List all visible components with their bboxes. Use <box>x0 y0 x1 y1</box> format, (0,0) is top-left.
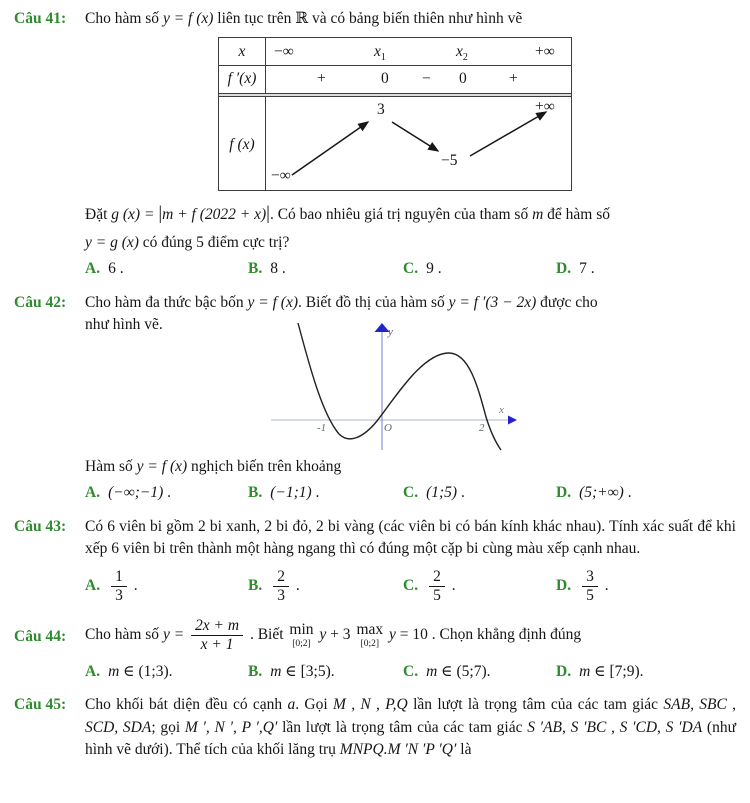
origin-label: O <box>384 421 392 434</box>
table-var-label: x <box>238 43 246 61</box>
x-axis-arrow-icon <box>508 415 517 424</box>
answer-option-a <box>85 661 248 683</box>
increase-arrow-2 <box>470 112 546 156</box>
answer-value-a: m ∈ (1;3). <box>108 663 173 681</box>
answer-value-a: (−∞;−1) . <box>108 484 172 502</box>
answer-letter-c: C. <box>403 484 419 502</box>
table-derivative-label: f ′(x) <box>227 70 257 88</box>
trend-arrows <box>219 38 571 190</box>
table-sign-plus-1: + <box>317 70 326 88</box>
answer-option-b <box>248 258 403 280</box>
answer-option-b <box>248 567 403 606</box>
answer-option-b <box>248 482 403 504</box>
question-44-label: Câu 44: <box>14 628 67 646</box>
increase-arrow-1 <box>292 122 368 175</box>
answer-letter-a: A. <box>85 484 101 502</box>
answer-letter-d: D. <box>556 484 572 502</box>
question-45-label: Câu 45: <box>14 696 67 714</box>
answer-option-a <box>85 567 248 606</box>
question-43-statement: Có 6 viên bi gồm 2 bi xanh, 2 bi đỏ, 2 bi vàng (các viên bi có bán kính khác nhau). Tính xác suất để khi xếp 6 viên bi trên thành một hàng ngang thì có đúng một cặp bi cùng màu xếp cạnh nhau. <box>85 517 736 558</box>
answer-letter-c: C. <box>403 663 419 681</box>
tick-label-neg1: -1 <box>317 421 327 434</box>
answer-option-d <box>556 482 736 504</box>
question-43-body <box>85 516 736 606</box>
decrease-arrow <box>392 122 438 151</box>
question-42-statement: Hàm số y = f (x) nghịch biến trên khoảng <box>85 457 342 475</box>
answer-option-c <box>403 258 556 280</box>
table-function-label: f (x) <box>229 136 255 154</box>
answer-value-c: 9 . <box>426 260 442 278</box>
derivative-graph <box>265 317 525 452</box>
answer-option-d <box>556 567 736 606</box>
answer-value-c: m ∈ (5;7). <box>426 663 491 681</box>
answer-value-a: $\frac{1}{3}$ . <box>108 567 138 606</box>
question-41-intro: Cho hàm số y = f (x) liên tục trên ℝ và có bảng biến thiên như hình vẽ <box>85 10 523 27</box>
table-x2: $x_2$ <box>456 43 468 64</box>
answer-letter-b: B. <box>248 576 263 594</box>
question-41-label: Câu 41: <box>14 10 67 27</box>
answer-letter-d: D. <box>556 663 572 681</box>
answer-value-b: m ∈ [3;5). <box>270 663 335 681</box>
question-42-intro: Cho hàm đa thức bậc bốn y = f (x). Biết đồ thị của hàm số y = f ′(3 − 2x) được cho <box>85 293 598 311</box>
answer-option-d <box>556 661 736 683</box>
question-42-label: Câu 42: <box>14 293 67 311</box>
answer-value-b: (−1;1) . <box>270 484 320 502</box>
derivative-curve <box>298 323 501 450</box>
question-41-statement-1: Đặt g (x) = |m + f (2022 + x)|. Có bao nhiêu giá trị nguyên của tham số m để hàm số <box>85 203 611 225</box>
question-44-body <box>85 616 736 683</box>
question-42-body <box>85 292 736 505</box>
answer-option-d <box>556 258 736 280</box>
question-44-answers <box>85 661 736 683</box>
table-x1: $x_1$ <box>374 43 386 64</box>
answer-letter-c: C. <box>403 576 419 594</box>
answer-letter-b: B. <box>248 260 263 278</box>
answer-letter-c: C. <box>403 260 419 278</box>
table-sign-zero-1: 0 <box>381 70 389 88</box>
question-44 <box>0 616 750 683</box>
answer-letter-a: A. <box>85 576 101 594</box>
answer-value-d: 7 . <box>579 260 595 278</box>
answer-option-c <box>403 482 556 504</box>
table-f-pos-infinity: +∞ <box>535 98 555 116</box>
question-41 <box>0 8 750 281</box>
question-43-answers <box>85 567 736 606</box>
answer-letter-a: A. <box>85 260 101 278</box>
question-42-intro-2: như hình vẽ. <box>85 316 163 334</box>
answer-letter-b: B. <box>248 663 263 681</box>
table-sign-minus: − <box>422 70 431 88</box>
answer-value-b: 8 . <box>270 260 286 278</box>
table-x-pos-infinity: +∞ <box>535 43 555 61</box>
x-axis-label: x <box>499 403 504 416</box>
table-sign-plus-2: + <box>509 70 518 88</box>
answer-value-b: $\frac{2}{3}$ . <box>270 567 300 606</box>
answer-letter-b: B. <box>248 484 263 502</box>
y-axis-label: y <box>388 325 393 338</box>
answer-option-a <box>85 482 248 504</box>
tick-label-2: 2 <box>479 421 485 434</box>
variation-table <box>218 37 572 191</box>
question-45-statement: Cho khối bát diện đều có cạnh a. Gọi M , N , P,Q lần lượt là trọng tâm của các tam giác SAB, SBC , SCD, SDA; gọi M ′, N ′, P ′,Q′ lần lượt là trọng tâm của các tam giác S ′AB, S ′BC , S ′CD, S ′DA (như hình vẽ dưới). Thể tích của khối lăng trụ MNPQ.M ′N ′P ′Q′ là <box>85 696 737 759</box>
question-44-statement: Cho hàm số y = $\frac{2x + m}{x + 1}$ . Biết min [0;2] y + 3 max [0;2] y = 10 . Chọn khẳng định đúng <box>85 617 582 654</box>
answer-letter-d: D. <box>556 576 572 594</box>
question-43 <box>0 516 750 606</box>
answer-option-c <box>403 661 556 683</box>
table-f-valley-value: −5 <box>441 152 458 170</box>
question-45 <box>0 694 750 761</box>
answer-value-d: m ∈ [7;9). <box>579 663 644 681</box>
answer-option-b <box>248 661 403 683</box>
question-41-answers <box>85 258 736 280</box>
answer-option-a <box>85 258 248 280</box>
table-sign-zero-2: 0 <box>459 70 467 88</box>
question-42-answers <box>85 482 736 504</box>
question-41-body <box>85 8 736 281</box>
answer-value-c: $\frac{2}{5}$ . <box>426 567 456 606</box>
question-42 <box>0 292 750 505</box>
question-41-statement-2: y = g (x) có đúng 5 điểm cực trị? <box>85 234 290 252</box>
table-f-peak-value: 3 <box>377 101 385 119</box>
question-43-label: Câu 43: <box>14 517 67 535</box>
answer-letter-a: A. <box>85 663 101 681</box>
table-f-neg-infinity: −∞ <box>271 167 291 185</box>
answer-value-d: (5;+∞) . <box>579 484 632 502</box>
answer-value-a: 6 . <box>108 260 124 278</box>
answer-option-c <box>403 567 556 606</box>
answer-value-d: $\frac{3}{5}$ . <box>579 567 609 606</box>
answer-value-c: (1;5) . <box>426 484 465 502</box>
answer-letter-d: D. <box>556 260 572 278</box>
table-x-neg-infinity: −∞ <box>274 43 294 61</box>
